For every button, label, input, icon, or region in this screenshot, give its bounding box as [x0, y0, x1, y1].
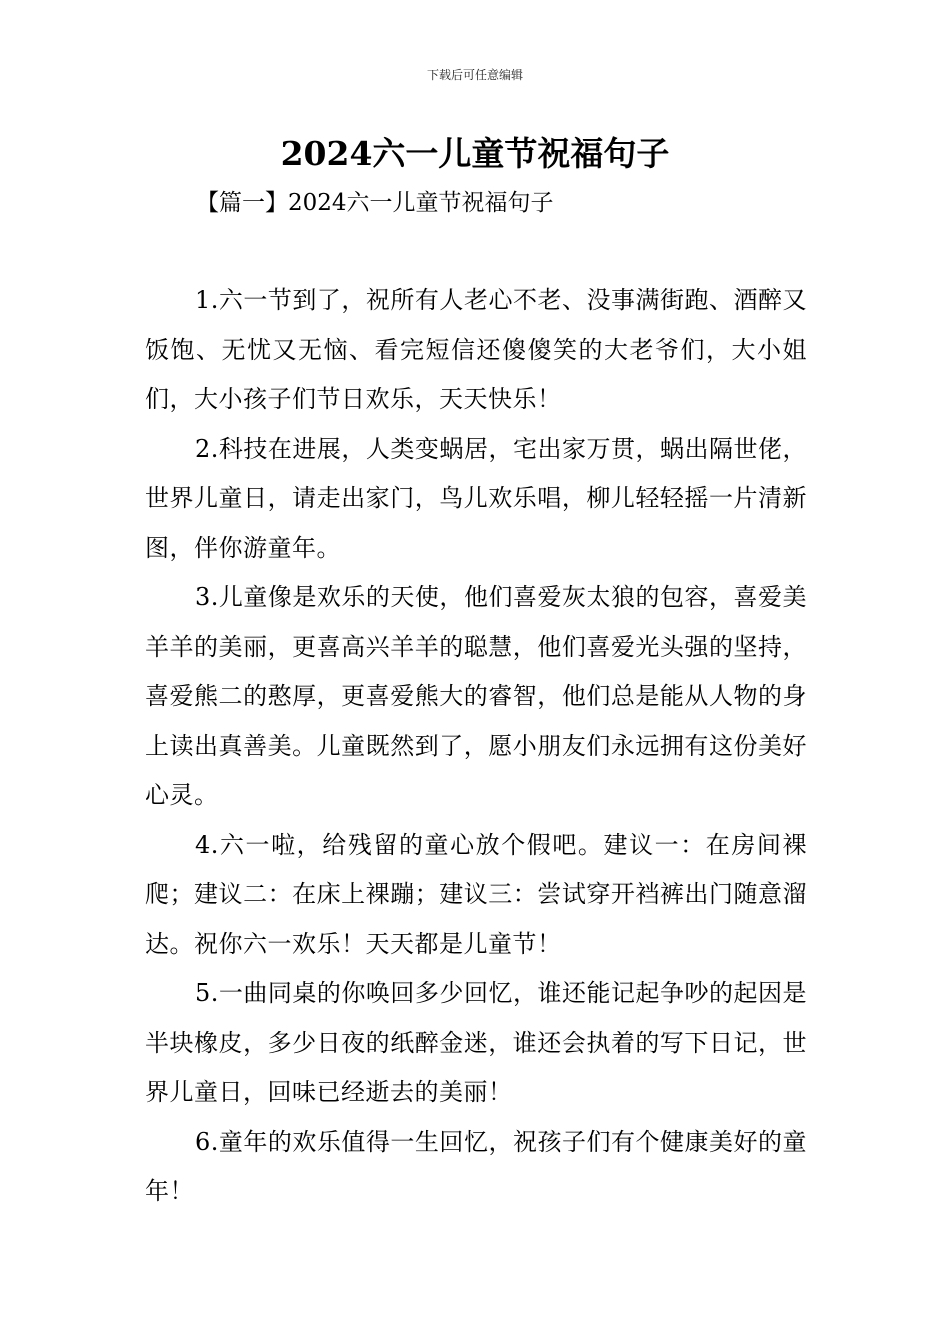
- blessing-item: 1.六一节到了，祝所有人老心不老、没事满街跑、酒醉又饭饱、无忧又无恼、看完短信还傻傻笑的大老爷们，大小姐们，大小孩子们节日欢乐，天天快乐！: [145, 286, 807, 413]
- document-title: 2024六一儿童节祝福句子: [280, 134, 670, 173]
- section-heading: 【篇一】2024六一儿童节祝福句子: [196, 190, 554, 216]
- blessing-item: 2.科技在进展，人类变蜗居，宅出家万贯，蜗出隔世佬，世界儿童日，请走出家门，鸟儿欢乐唱，柳儿轻轻摇一片清新图，伴你游童年。: [145, 434, 807, 562]
- header-note: 下载后可任意编辑: [426, 68, 523, 82]
- blessing-item: 4.六一啦，给残留的童心放个假吧。建议一：在房间裸爬；建议二：在床上裸蹦；建议三：尝试穿开裆裤出门随意溜达。祝你六一欢乐！天天都是儿童节！: [145, 830, 807, 958]
- blessing-item: 3.儿童像是欢乐的天使，他们喜爱灰太狼的包容，喜爱美羊羊的美丽，更喜高兴羊羊的聪慧，他们喜爱光头强的坚持，喜爱熊二的憨厚，更喜爱熊大的睿智，他们总是能从人物的身上读出真善美。儿童既然到了，愿小朋友们永远拥有这份美好心灵。: [145, 583, 807, 809]
- blessing-item: 6.童年的欢乐值得一生回忆，祝孩子们有个健康美好的童年！: [145, 1127, 807, 1205]
- blessing-list: [145, 276, 807, 1217]
- blessing-item: 5.一曲同桌的你唤回多少回忆，谁还能记起争吵的起因是半块橡皮，多少日夜的纸醉金迷，谁还会执着的写下日记，世界儿童日，回味已经逝去的美丽！: [145, 979, 807, 1106]
